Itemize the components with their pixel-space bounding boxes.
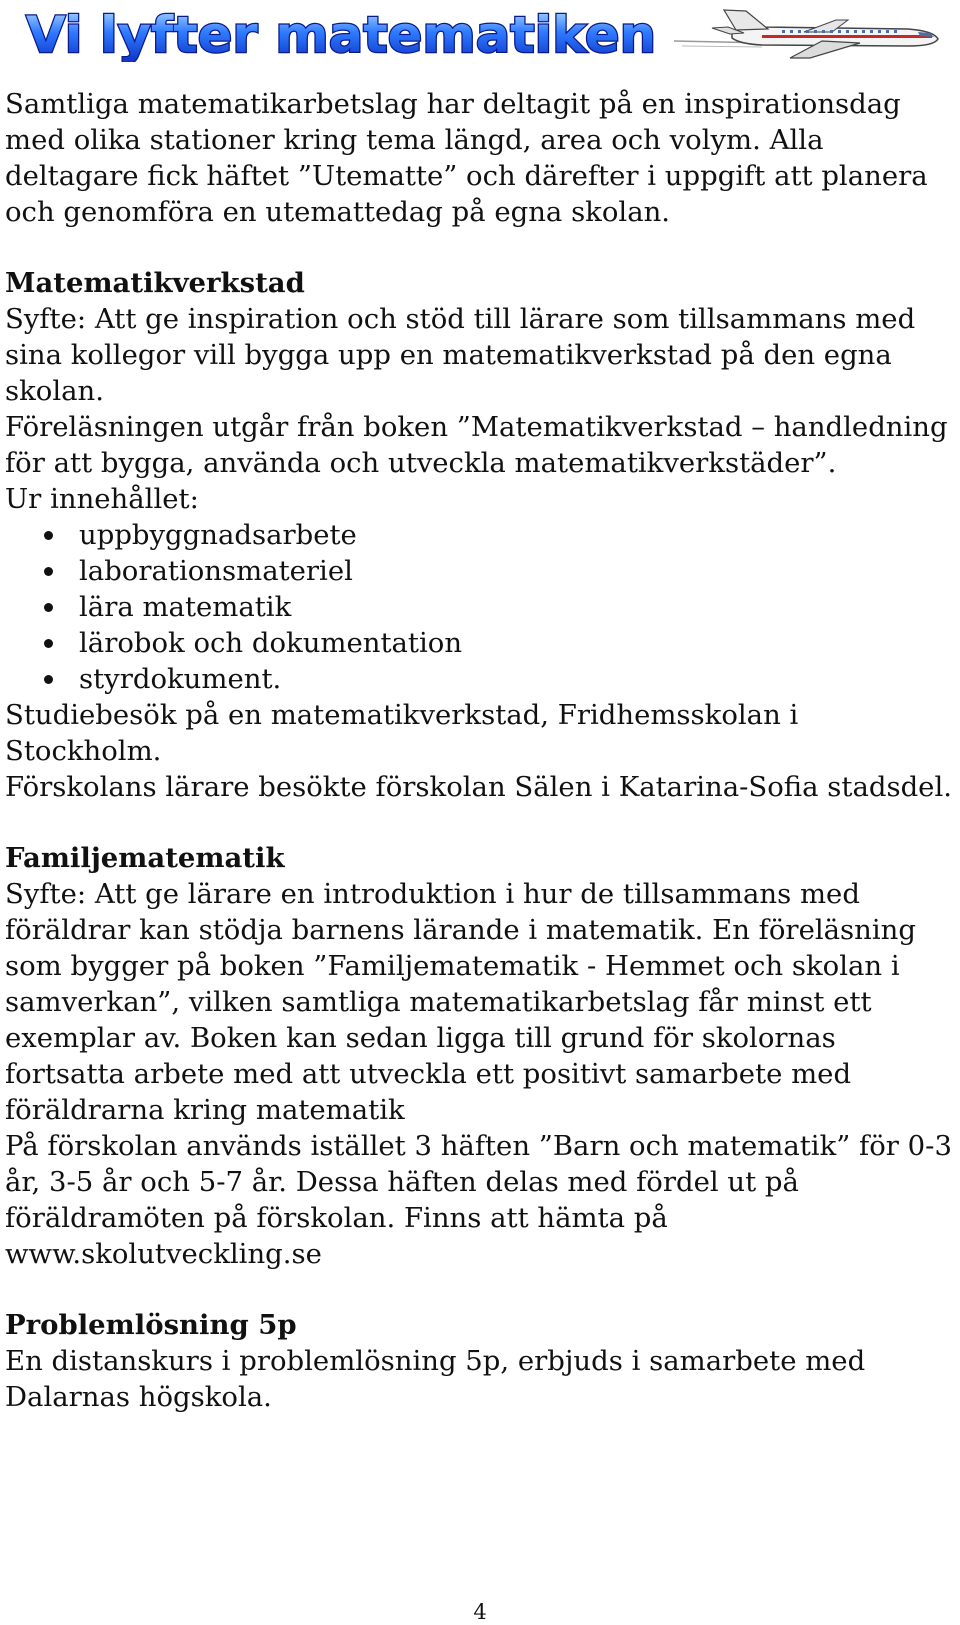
list-item: styrdokument. (5, 661, 955, 697)
page-banner (0, 0, 960, 72)
preschool-paragraph: På förskolan används istället 3 häften ”Barn och matematik” för 0-3 år, 3-5 år och 5-7 år. Dessa häften delas med fördel ut på föräldramöten på förskolan. Finns att hämta på www.skolutveckling.se (5, 1130, 952, 1270)
list-item: uppbyggnadsarbete (5, 517, 955, 553)
course-paragraph: En distanskurs i problemlösning 5p, erbjuds i samarbete med Dalarnas högskola. (5, 1345, 866, 1413)
airplane-icon (672, 8, 942, 60)
contents-label: Ur innehållet: (5, 483, 199, 515)
list-item: lära matematik (5, 589, 955, 625)
visit-paragraph: Studiebesök på en matematikverkstad, Fridhemsskolan i Stockholm. (5, 699, 799, 767)
section-gap (5, 1272, 955, 1307)
lecture-paragraph: Föreläsningen utgår från boken ”Matematikverkstad – handledning för att bygga, använda och utveckla matematikverkstäder”. (5, 411, 948, 479)
section-heading: Matematikverkstad (5, 267, 305, 299)
section-gap (5, 805, 955, 840)
list-item: laborationsmateriel (5, 553, 955, 589)
page-number: 4 (473, 1600, 487, 1624)
list-item: lärobok och dokumentation (5, 625, 955, 661)
purpose-paragraph: Syfte: Att ge inspiration och stöd till lärare som tillsammans med sina kollegor vill bygga upp en matematikverkstad på den egna skolan. (5, 303, 916, 407)
purpose-paragraph: Syfte: Att ge lärare en introduktion i hur de tillsammans med föräldrar kan stödja barnens lärande i matematik. En föreläsning som bygger på boken ”Familjematematik - Hemmet och skolan i samverkan”, vilken samtliga matematikarbetslag får minst ett exemplar av. Boken kan sedan ligga till grund för skolornas fortsatta arbete med att utveckla ett positivt samarbete med föräldrarna kring matematik (5, 878, 916, 1126)
banner-title-wordart (22, 4, 662, 62)
banner-title: Vi lyfter matematiken (26, 6, 656, 62)
preschool-visit-paragraph: Förskolans lärare besökte förskolan Sälen i Katarina-Sofia stadsdel. (5, 771, 952, 803)
section-matematikverkstad (5, 265, 955, 805)
contents-list (5, 517, 955, 697)
section-gap (5, 230, 955, 265)
intro-paragraph: Samtliga matematikarbetslag har deltagit på en inspirationsdag med olika stationer kring tema längd, area och volym. Alla deltagare fick häftet ”Utematte” och därefter i uppgift att planera och genomföra en utemattedag på egna skolan. (5, 88, 928, 228)
section-heading: Familjematematik (5, 842, 285, 874)
section-problemlosning (5, 1307, 955, 1415)
document-body (5, 86, 955, 1415)
section-familjematematik (5, 840, 955, 1272)
section-heading: Problemlösning 5p (5, 1309, 297, 1341)
